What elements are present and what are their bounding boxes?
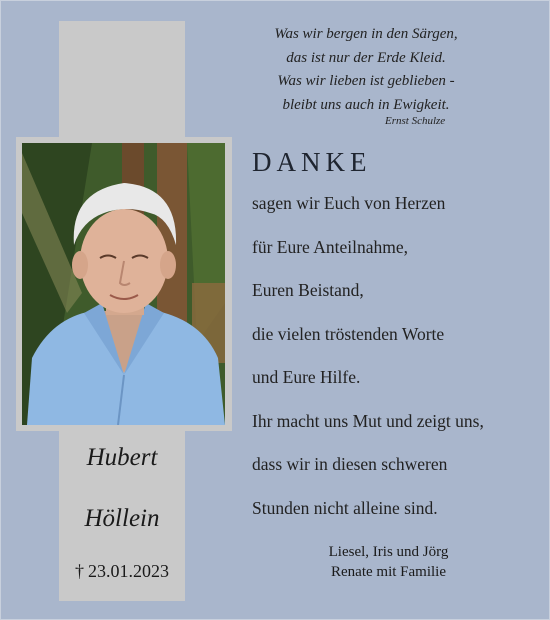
poem-line: Was wir lieben ist geblieben - [277,73,455,89]
message-line: Stunden nicht alleine sind. [252,497,438,518]
signatures [306,542,471,582]
thank-you-heading: DANKE [252,147,372,177]
latin-cross-icon: † [75,561,84,581]
signature-line: Renate mit Familie [331,564,446,580]
death-date-value: 23.01.2023 [88,561,169,581]
poem-line: Was wir bergen in den Särgen, [274,26,458,42]
portrait-illustration [22,143,225,425]
message-line: Ihr macht uns Mut und zeigt uns, [252,410,484,431]
portrait-photo [22,143,225,425]
death-date [59,561,185,582]
poem-line: bleibt uns auch in Ewigkeit. [282,96,450,113]
message-line: für Eure Anteilnahme, [252,236,408,257]
poem-author: Ernst Schulze [385,115,446,127]
poem-line: das ist nur der Erde Kleid. [286,49,446,66]
memorial-poem [241,23,491,117]
deceased-first-name: Hubert [86,444,158,471]
message-line: sagen wir Euch von Herzen [252,193,446,213]
message-line: dass wir in diesen schweren [252,454,448,474]
signature-line: Liesel, Iris und Jörg [328,544,449,560]
message-line: und Eure Hilfe. [252,367,361,387]
message-line: Euren Beistand, [252,280,364,300]
message-line: die vielen tröstenden Worte [252,323,445,344]
thank-you-message [252,191,542,539]
deceased-last-name: Höllein [84,505,160,532]
